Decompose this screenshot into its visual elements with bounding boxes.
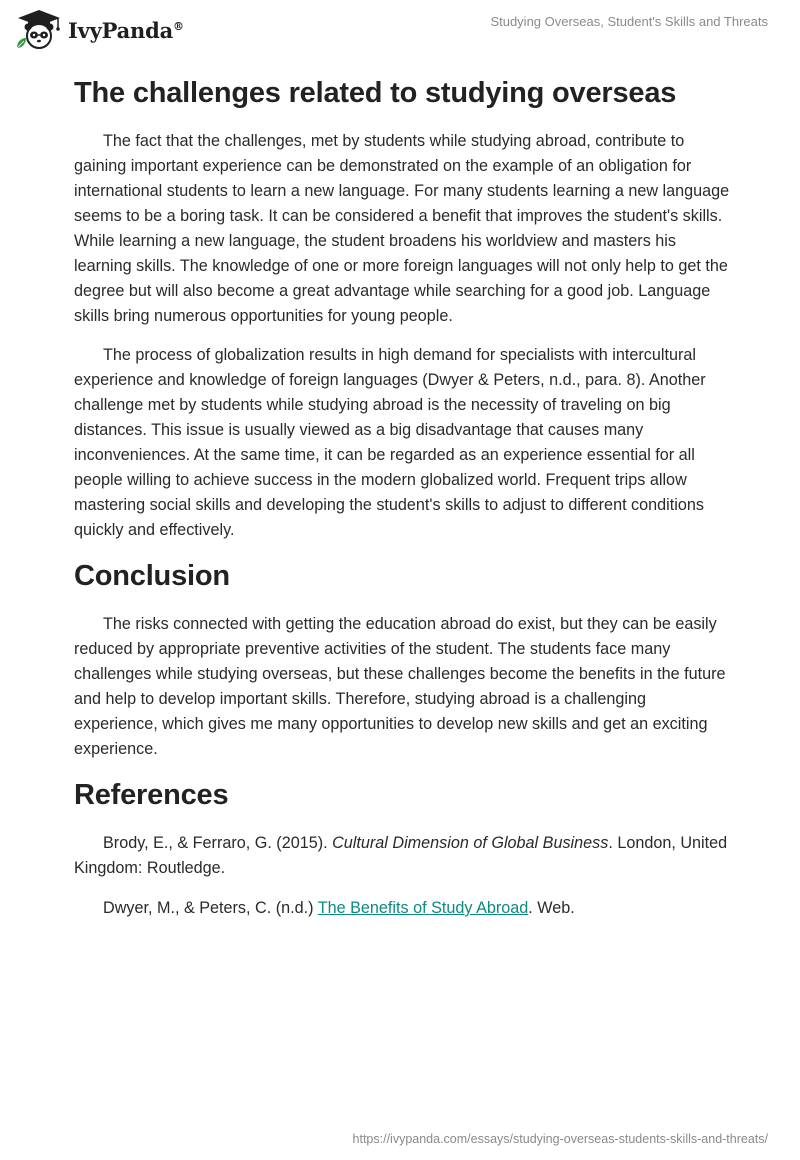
essay-content	[74, 72, 730, 936]
challenges-heading: The challenges related to studying overseas	[74, 77, 677, 109]
references-heading: References	[74, 779, 229, 811]
reference-book-title: Cultural Dimension of Global Business	[332, 834, 609, 852]
reference-item: Brody, E., & Ferraro, G. (2015). Cultural Dimension of Global Business. London, United Kingdom: Routledge.	[74, 834, 728, 877]
ivypanda-logo[interactable]	[14, 8, 184, 50]
conclusion-heading: Conclusion	[74, 560, 230, 592]
logo-wordmark: IvyPanda®	[68, 17, 184, 43]
challenges-paragraph-1: The fact that the challenges, met by students while studying abroad, contribute to gaining important experience can be demonstrated on the example of an obligation for international students to learn a new language. For many students learning a new language seems to be a boring task. It can be considered a benefit that improves the student's skills. While learning a new language, the student broadens his worldview and masters his learning skills. The knowledge of one or more foreign languages will not only help to get the degree but will also become a great advantage while searching for a good job. Language skills bring numerous opportunities for young people.	[74, 132, 730, 325]
document-title: Studying Overseas, Student's Skills and Threats	[490, 14, 768, 29]
footer-url: https://ivypanda.com/essays/studying-overseas-students-skills-and-threats/	[352, 1132, 768, 1146]
logo-registered-mark: ®	[173, 19, 184, 33]
challenges-paragraph-2: The process of globalization results in high demand for specialists with intercultural experience and knowledge of foreign languages (Dwyer & Peters, n.d., para. 8). Another challenge met by students while studying abroad is the necessity of traveling on big distances. This issue is usually viewed as a big disadvantage that causes many inconveniences. At the same time, it can be regarded as an experience essential for all people willing to achieve success in the modern globalized world. Frequent trips allow mastering social skills and developing the student's skills to adjust to different conditions quickly and effectively.	[74, 346, 706, 539]
reference-link[interactable]: The Benefits of Study Abroad	[317, 899, 529, 917]
reference-item: Dwyer, M., & Peters, C. (n.d.) The Benefits of Study Abroad. Web.	[103, 899, 575, 917]
panda-graduate-icon	[14, 8, 64, 50]
conclusion-paragraph: The risks connected with getting the education abroad do exist, but they can be easily reduced by appropriate preventive activities of the student. The students face many challenges while studying overseas, but these challenges become the benefits in the future and help to develop important skills. Therefore, studying abroad is a challenging experience, which gives me many opportunities to develop new skills and get an exciting experience.	[74, 615, 726, 758]
